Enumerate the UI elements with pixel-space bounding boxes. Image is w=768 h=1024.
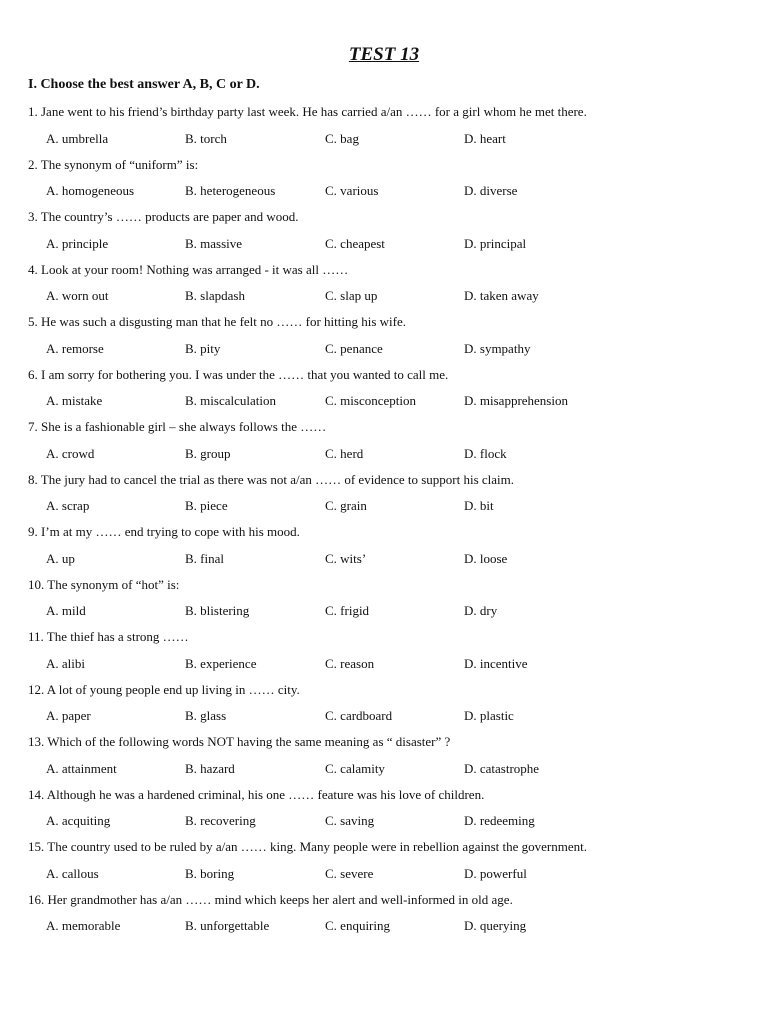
question-stem: 8. The jury had to cancel the trial as there was not a/an …… of evidence to support his claim.	[28, 471, 515, 487]
option-d: D. redeeming	[464, 813, 535, 828]
answer-options	[46, 654, 746, 674]
question-item	[28, 627, 748, 680]
option-a: A. worn out	[46, 288, 109, 303]
option-b: B. massive	[185, 235, 243, 251]
option-a: A. crowd	[46, 445, 95, 461]
option-a: A. homogeneous	[46, 183, 135, 198]
option-a: A. mild	[46, 603, 86, 618]
question-item	[28, 575, 748, 628]
option-b: B. group	[185, 445, 231, 461]
answer-options	[46, 339, 746, 359]
option-c: C. saving	[325, 813, 375, 828]
option-b: B. blistering	[185, 603, 250, 618]
option-b: B. recovering	[185, 813, 256, 828]
option-c: C. cheapest	[325, 235, 385, 251]
page-title: TEST 13	[348, 44, 420, 65]
question-stem: 2. The synonym of “uniform” is:	[28, 156, 199, 172]
option-c: C. slap up	[325, 288, 378, 303]
option-d: D. taken away	[464, 288, 539, 303]
option-c: C. reason	[325, 655, 375, 671]
option-a: A. attainment	[46, 760, 117, 776]
option-a: A. principle	[46, 235, 109, 251]
answer-options	[46, 391, 746, 411]
option-b: B. final	[185, 550, 224, 566]
answer-options	[46, 129, 746, 149]
question-stem: 5. He was such a disgusting man that he felt no …… for hitting his wife.	[28, 314, 407, 329]
answer-options	[46, 496, 746, 516]
question-stem: 16. Her grandmother has a/an …… mind which keeps her alert and well-informed in old age.	[28, 891, 513, 907]
option-a: A. alibi	[46, 655, 85, 671]
option-c: C. bag	[325, 130, 359, 146]
option-a: A. up	[46, 550, 75, 566]
option-a: A. umbrella	[46, 130, 109, 146]
option-d: D. dry	[464, 603, 498, 618]
question-item	[28, 680, 748, 733]
option-c: C. penance	[325, 340, 383, 356]
question-stem: 12. A lot of young people end up living in …… city.	[28, 681, 300, 697]
option-c: C. frigid	[325, 603, 370, 618]
question-stem: 11. The thief has a strong ……	[28, 629, 189, 644]
option-d: D. misapprehension	[464, 393, 568, 408]
question-item	[28, 785, 748, 838]
question-stem: 7. She is a fashionable girl – she always follows the ……	[28, 419, 327, 434]
question-item	[28, 470, 748, 523]
option-d: D. powerful	[464, 865, 527, 881]
answer-options	[46, 601, 746, 621]
question-stem: 15. The country used to be ruled by a/an …… king. Many people were in rebellion against the government.	[28, 839, 587, 854]
option-d: D. catastrophe	[464, 760, 540, 776]
question-item	[28, 365, 748, 418]
question-stem: 9. I’m at my …… end trying to cope with his mood.	[28, 524, 300, 539]
question-item	[28, 207, 748, 260]
question-item	[28, 155, 748, 208]
option-c: C. grain	[325, 498, 367, 513]
option-c: C. various	[325, 183, 379, 198]
option-c: C. cardboard	[325, 708, 393, 723]
option-b: B. experience	[185, 655, 257, 671]
question-item	[28, 890, 748, 943]
option-d: D. principal	[464, 235, 527, 251]
option-d: D. sympathy	[464, 340, 531, 356]
option-b: B. heterogeneous	[185, 183, 276, 198]
answer-options	[46, 811, 746, 831]
question-list	[28, 102, 748, 942]
answer-options	[46, 706, 746, 726]
option-d: D. flock	[464, 445, 507, 461]
question-stem: 6. I am sorry for bothering you. I was under the …… that you wanted to call me.	[28, 366, 449, 382]
option-c: C. misconception	[325, 393, 416, 408]
option-c: C. wits’	[325, 550, 367, 566]
option-a: A. memorable	[46, 918, 121, 933]
option-d: D. diverse	[464, 183, 518, 198]
question-stem: 13. Which of the following words NOT having the same meaning as “ disaster” ?	[28, 734, 451, 749]
option-b: B. slapdash	[185, 288, 245, 303]
answer-options	[46, 234, 746, 254]
option-a: A. remorse	[46, 340, 104, 356]
answer-options	[46, 916, 746, 936]
option-b: B. glass	[185, 708, 227, 723]
option-c: C. severe	[325, 865, 374, 881]
question-item	[28, 417, 748, 470]
answer-options	[46, 759, 746, 779]
answer-options	[46, 181, 746, 201]
question-stem: 3. The country’s …… products are paper and wood.	[28, 209, 299, 224]
option-d: D. incentive	[464, 655, 528, 671]
option-a: A. callous	[46, 865, 99, 881]
option-d: D. bit	[464, 498, 494, 513]
answer-options	[46, 549, 746, 569]
option-d: D. querying	[464, 918, 527, 933]
question-item	[28, 102, 748, 155]
answer-options	[46, 864, 746, 884]
answer-options	[46, 444, 746, 464]
option-b: B. unforgettable	[185, 918, 270, 933]
question-item	[28, 312, 748, 365]
question-item	[28, 837, 748, 890]
option-c: C. herd	[325, 445, 364, 461]
option-a: A. mistake	[46, 393, 103, 408]
option-b: B. boring	[185, 865, 235, 881]
answer-options	[46, 286, 746, 306]
option-a: A. scrap	[46, 498, 90, 513]
question-stem: 4. Look at your room! Nothing was arranged - it was all ……	[28, 261, 349, 277]
option-b: B. hazard	[185, 760, 235, 776]
option-b: B. pity	[185, 340, 221, 356]
option-d: D. heart	[464, 130, 506, 146]
question-item	[28, 732, 748, 785]
option-c: C. calamity	[325, 760, 385, 776]
option-d: D. plastic	[464, 708, 514, 723]
question-item	[28, 522, 748, 575]
question-item	[28, 260, 748, 313]
option-b: B. torch	[185, 130, 227, 146]
option-d: D. loose	[464, 550, 508, 566]
option-c: C. enquiring	[325, 918, 390, 933]
option-b: B. piece	[185, 498, 228, 513]
option-a: A. acquiting	[46, 813, 111, 828]
option-a: A. paper	[46, 708, 91, 723]
question-stem: 14. Although he was a hardened criminal, his one …… feature was his love of children.	[28, 786, 485, 802]
option-b: B. miscalculation	[185, 393, 276, 408]
section-heading: I. Choose the best answer A, B, C or D.	[28, 77, 260, 92]
question-stem: 1. Jane went to his friend’s birthday party last week. He has carried a/an …… for a girl whom he met there.	[28, 104, 587, 119]
question-stem: 10. The synonym of “hot” is:	[28, 576, 180, 592]
